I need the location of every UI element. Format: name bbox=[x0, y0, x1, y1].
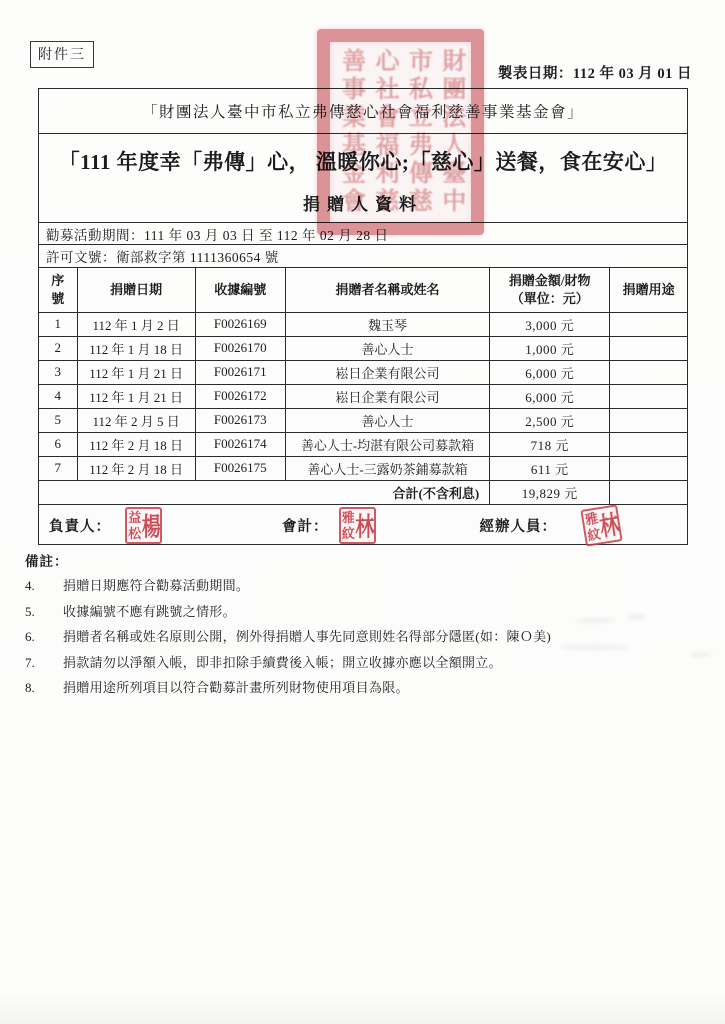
table-row bbox=[39, 336, 687, 360]
note-text: 捐贈用途所列項目以符合勸募計畫所列財物使用項目為限。 bbox=[63, 680, 409, 696]
notes-title: 備註： bbox=[25, 554, 69, 569]
owner-stamp-left-top: 益 bbox=[128, 510, 143, 526]
cell-receipt: F0026174 bbox=[195, 432, 285, 456]
owner-name-stamp bbox=[125, 507, 162, 544]
table-row bbox=[39, 432, 687, 456]
cell-seq: 2 bbox=[39, 336, 77, 360]
accountant-stamp-left-top: 雅 bbox=[341, 510, 356, 526]
cell-donor: 崧日企業有限公司 bbox=[285, 384, 489, 408]
cell-seq: 1 bbox=[39, 312, 77, 336]
cell-date: 112 年 2 月 18 日 bbox=[77, 432, 195, 456]
foundation-name-title: 「財團法人臺中市私立弗傳慈心社會福利慈善事業基金會」 bbox=[39, 89, 687, 134]
cell-receipt: F0026171 bbox=[195, 360, 285, 384]
cell-date: 112 年 1 月 2 日 bbox=[77, 312, 195, 336]
note-number: 8. bbox=[25, 680, 35, 696]
campaign-title-block bbox=[39, 134, 687, 223]
donor-info-subtitle: 捐贈人資料 bbox=[303, 195, 423, 214]
note-number: 5. bbox=[25, 603, 35, 619]
table-row bbox=[39, 360, 687, 384]
total-row bbox=[39, 480, 687, 504]
handler-label: 經辦人員： bbox=[479, 519, 557, 535]
handler-stamp-left-top: 雅 bbox=[584, 510, 601, 528]
col-header-amount bbox=[490, 268, 610, 312]
cell-donor: 善心人士-三露奶茶鋪募款箱 bbox=[285, 456, 489, 480]
cell-seq: 4 bbox=[39, 384, 77, 408]
total-label: 合計(不含利息) bbox=[39, 480, 490, 504]
note-item bbox=[25, 578, 685, 594]
scan-smudge bbox=[575, 618, 615, 623]
campaign-title: 「111 年度幸「弗傳」心， 溫暖你心;「慈心」送餐，食在安心」 bbox=[58, 150, 668, 174]
permit-number-row: 許可文號：衛部救字第 1111360654 號 bbox=[39, 245, 687, 268]
cell-purpose bbox=[610, 312, 687, 336]
accountant-stamp-left-bottom: 紋 bbox=[341, 525, 356, 541]
cell-purpose bbox=[610, 432, 687, 456]
campaign-period-row: 勸募活動期間：111 年 03 月 03 日 至 112 年 02 月 28 日 bbox=[39, 223, 687, 245]
col-header-amount-line1: 捐贈金額/財物 bbox=[508, 273, 591, 289]
notes-section bbox=[25, 550, 685, 706]
cell-date: 112 年 1 月 18 日 bbox=[77, 336, 195, 360]
scan-smudge bbox=[628, 614, 646, 620]
accountant-label: 會計： bbox=[282, 519, 329, 535]
note-item bbox=[25, 629, 685, 645]
cell-receipt: F0026173 bbox=[195, 408, 285, 432]
accountant-name-stamp bbox=[339, 507, 376, 544]
note-item bbox=[25, 655, 685, 671]
cell-purpose bbox=[610, 408, 687, 432]
cell-amount: 1,000 元 bbox=[490, 336, 610, 360]
cell-seq: 3 bbox=[39, 360, 77, 384]
col-header-donor: 捐贈者名稱或姓名 bbox=[285, 268, 489, 312]
cell-purpose bbox=[610, 360, 687, 384]
scan-smudge bbox=[560, 645, 630, 650]
table-row bbox=[39, 312, 687, 336]
cell-date: 112 年 2 月 18 日 bbox=[77, 456, 195, 480]
cell-receipt: F0026170 bbox=[195, 336, 285, 360]
col-header-purpose: 捐贈用途 bbox=[610, 268, 687, 312]
col-header-seq bbox=[39, 268, 77, 312]
note-text: 收據編號不應有跳號之情形。 bbox=[63, 603, 236, 619]
owner-stamp-right-col: 楊 bbox=[141, 514, 162, 543]
report-date: 製表日期：112 年 03 月 01 日 bbox=[497, 66, 692, 82]
col-header-seq-line2: 號 bbox=[51, 290, 65, 306]
table-row bbox=[39, 384, 687, 408]
cell-receipt: F0026175 bbox=[195, 456, 285, 480]
cell-donor: 善心人士 bbox=[285, 408, 489, 432]
col-header-receipt: 收據編號 bbox=[195, 268, 285, 312]
cell-purpose bbox=[610, 456, 687, 480]
accountant-stamp-right-col: 林 bbox=[355, 514, 376, 543]
cell-amount: 718 元 bbox=[490, 432, 610, 456]
donor-table bbox=[39, 268, 687, 505]
attachment-label: 附件三 bbox=[30, 41, 94, 68]
cell-seq: 7 bbox=[39, 456, 77, 480]
seal-column-3: 心社會福利慈 bbox=[370, 48, 397, 216]
cell-purpose bbox=[610, 336, 687, 360]
cell-donor: 崧日企業有限公司 bbox=[285, 360, 489, 384]
seal-column-2: 市私立弗傳慈 bbox=[404, 48, 431, 216]
note-number: 6. bbox=[25, 629, 35, 645]
seal-column-4: 善事業基金會 bbox=[337, 48, 364, 216]
seal-column-1: 財團法人臺中 bbox=[437, 48, 464, 216]
handler-stamp-right-col: 林 bbox=[597, 511, 623, 543]
owner-label: 負責人： bbox=[49, 519, 111, 535]
cell-purpose bbox=[610, 384, 687, 408]
cell-amount: 611 元 bbox=[490, 456, 610, 480]
cell-seq: 6 bbox=[39, 432, 77, 456]
total-amount: 19,829 元 bbox=[490, 480, 610, 504]
table-row bbox=[39, 408, 687, 432]
signature-row bbox=[39, 505, 687, 547]
note-text: 捐款請勿以淨額入帳，即非扣除手續費後入帳；開立收據亦應以全額開立。 bbox=[63, 654, 502, 670]
cell-date: 112 年 1 月 21 日 bbox=[77, 384, 195, 408]
donation-record-box bbox=[38, 88, 688, 545]
owner-stamp-left-bottom: 松 bbox=[128, 525, 143, 541]
cell-receipt: F0026172 bbox=[195, 384, 285, 408]
total-purpose-empty bbox=[610, 480, 687, 504]
note-number: 4. bbox=[25, 578, 35, 593]
cell-date: 112 年 2 月 5 日 bbox=[77, 408, 195, 432]
cell-amount: 6,000 元 bbox=[490, 384, 610, 408]
note-text: 捐贈日期應符合勸募活動期間。 bbox=[63, 578, 250, 593]
table-row bbox=[39, 456, 687, 480]
note-text: 捐贈者名稱或姓名原則公開，例外得捐贈人事先同意則姓名得部分隱匿(如：陳Ｏ美) bbox=[63, 629, 552, 645]
note-item bbox=[25, 604, 685, 620]
handler-name-stamp bbox=[580, 504, 622, 546]
col-header-date: 捐贈日期 bbox=[77, 268, 195, 312]
cell-donor: 魏玉琴 bbox=[285, 312, 489, 336]
cell-amount: 3,000 元 bbox=[490, 312, 610, 336]
cell-donor: 善心人士-均湛有限公司募款箱 bbox=[285, 432, 489, 456]
scan-smudge bbox=[690, 652, 712, 657]
cell-donor: 善心人士 bbox=[285, 336, 489, 360]
note-item bbox=[25, 680, 685, 696]
handler-stamp-left-bottom: 紋 bbox=[586, 525, 603, 543]
cell-seq: 5 bbox=[39, 408, 77, 432]
donor-table-header-row bbox=[39, 268, 687, 312]
cell-amount: 6,000 元 bbox=[490, 360, 610, 384]
col-header-seq-line1: 序 bbox=[51, 273, 65, 289]
cell-receipt: F0026169 bbox=[195, 312, 285, 336]
cell-amount: 2,500 元 bbox=[490, 408, 610, 432]
cell-date: 112 年 1 月 21 日 bbox=[77, 360, 195, 384]
note-number: 7. bbox=[25, 654, 35, 670]
col-header-amount-line2: （單位：元） bbox=[510, 290, 589, 306]
